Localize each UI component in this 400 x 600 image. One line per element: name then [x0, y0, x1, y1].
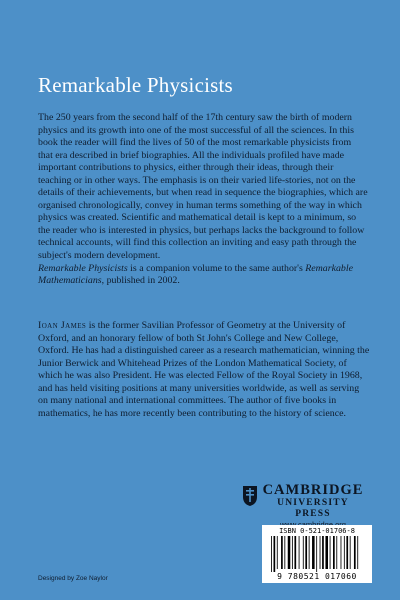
description-paragraph: The 250 years from the second half of the 17th century saw the birth of modern physics and its growth into one of the most successful of all the sciences. In this book the reader will find the lives of 50 of the most remarkable physicists from that era described in brief biographies. All the individuals profiled have made important contributions to physics, either through their ideas, through their teaching or in other ways. The emphasis is on their varied life-stories, not on the details of their achievements, but when read in sequence the biographies, which are organised chronologically, convey in human terms something of the way in which physics was created. Scientific and mathematical detail is kept to a minimum, so the reader who is interested in physics, but perhaps lacks the background to follow technical accounts, will find this collection an inviting and easy path through the subject's modern development.: [38, 112, 368, 262]
author-name: Ioan James: [38, 320, 87, 331]
publisher-name: CAMBRIDGE: [262, 482, 364, 498]
barcode: [262, 525, 372, 583]
publisher-logo: [258, 483, 368, 530]
companion-mid: is a companion volume to the same author's: [127, 262, 306, 274]
barcode-icon: [271, 536, 363, 572]
author-bio: [38, 320, 370, 420]
companion-title-1: Remarkable Physicists: [38, 262, 128, 274]
publisher-subtitle: UNIVERSITY PRESS: [277, 498, 349, 519]
book-description: [38, 112, 368, 288]
book-title: Remarkable Physicists: [38, 73, 233, 97]
author-bio-text: is the former Savilian Professor of Geometry at the University of Oxford, and an honorary fellow of both St John's College and New College, Oxford. He has had a distinguished career as a research mathematician, winning the Junior Berwick and Whitehead Prizes of the London Mathematical Society, of which he was also President. He was elected Fellow of the Royal Society in 1968, and has held visiting positions at many universities worldwide, as well as serving on many national and international committees. The author of five books in mathematics, he has more recently been contributing to the history of science.: [38, 320, 370, 419]
ean-number: 9 780521 017060: [277, 572, 357, 581]
companion-end: , published in 2002.: [101, 275, 180, 287]
companion-title-2: Remarkable Mathematicians: [38, 262, 353, 287]
companion-note: [38, 263, 368, 288]
isbn-text: ISBN 0-521-01706-8: [279, 527, 355, 535]
designer-credit: Designed by Zoe Naylor: [38, 575, 108, 582]
crest-icon: [242, 485, 258, 507]
